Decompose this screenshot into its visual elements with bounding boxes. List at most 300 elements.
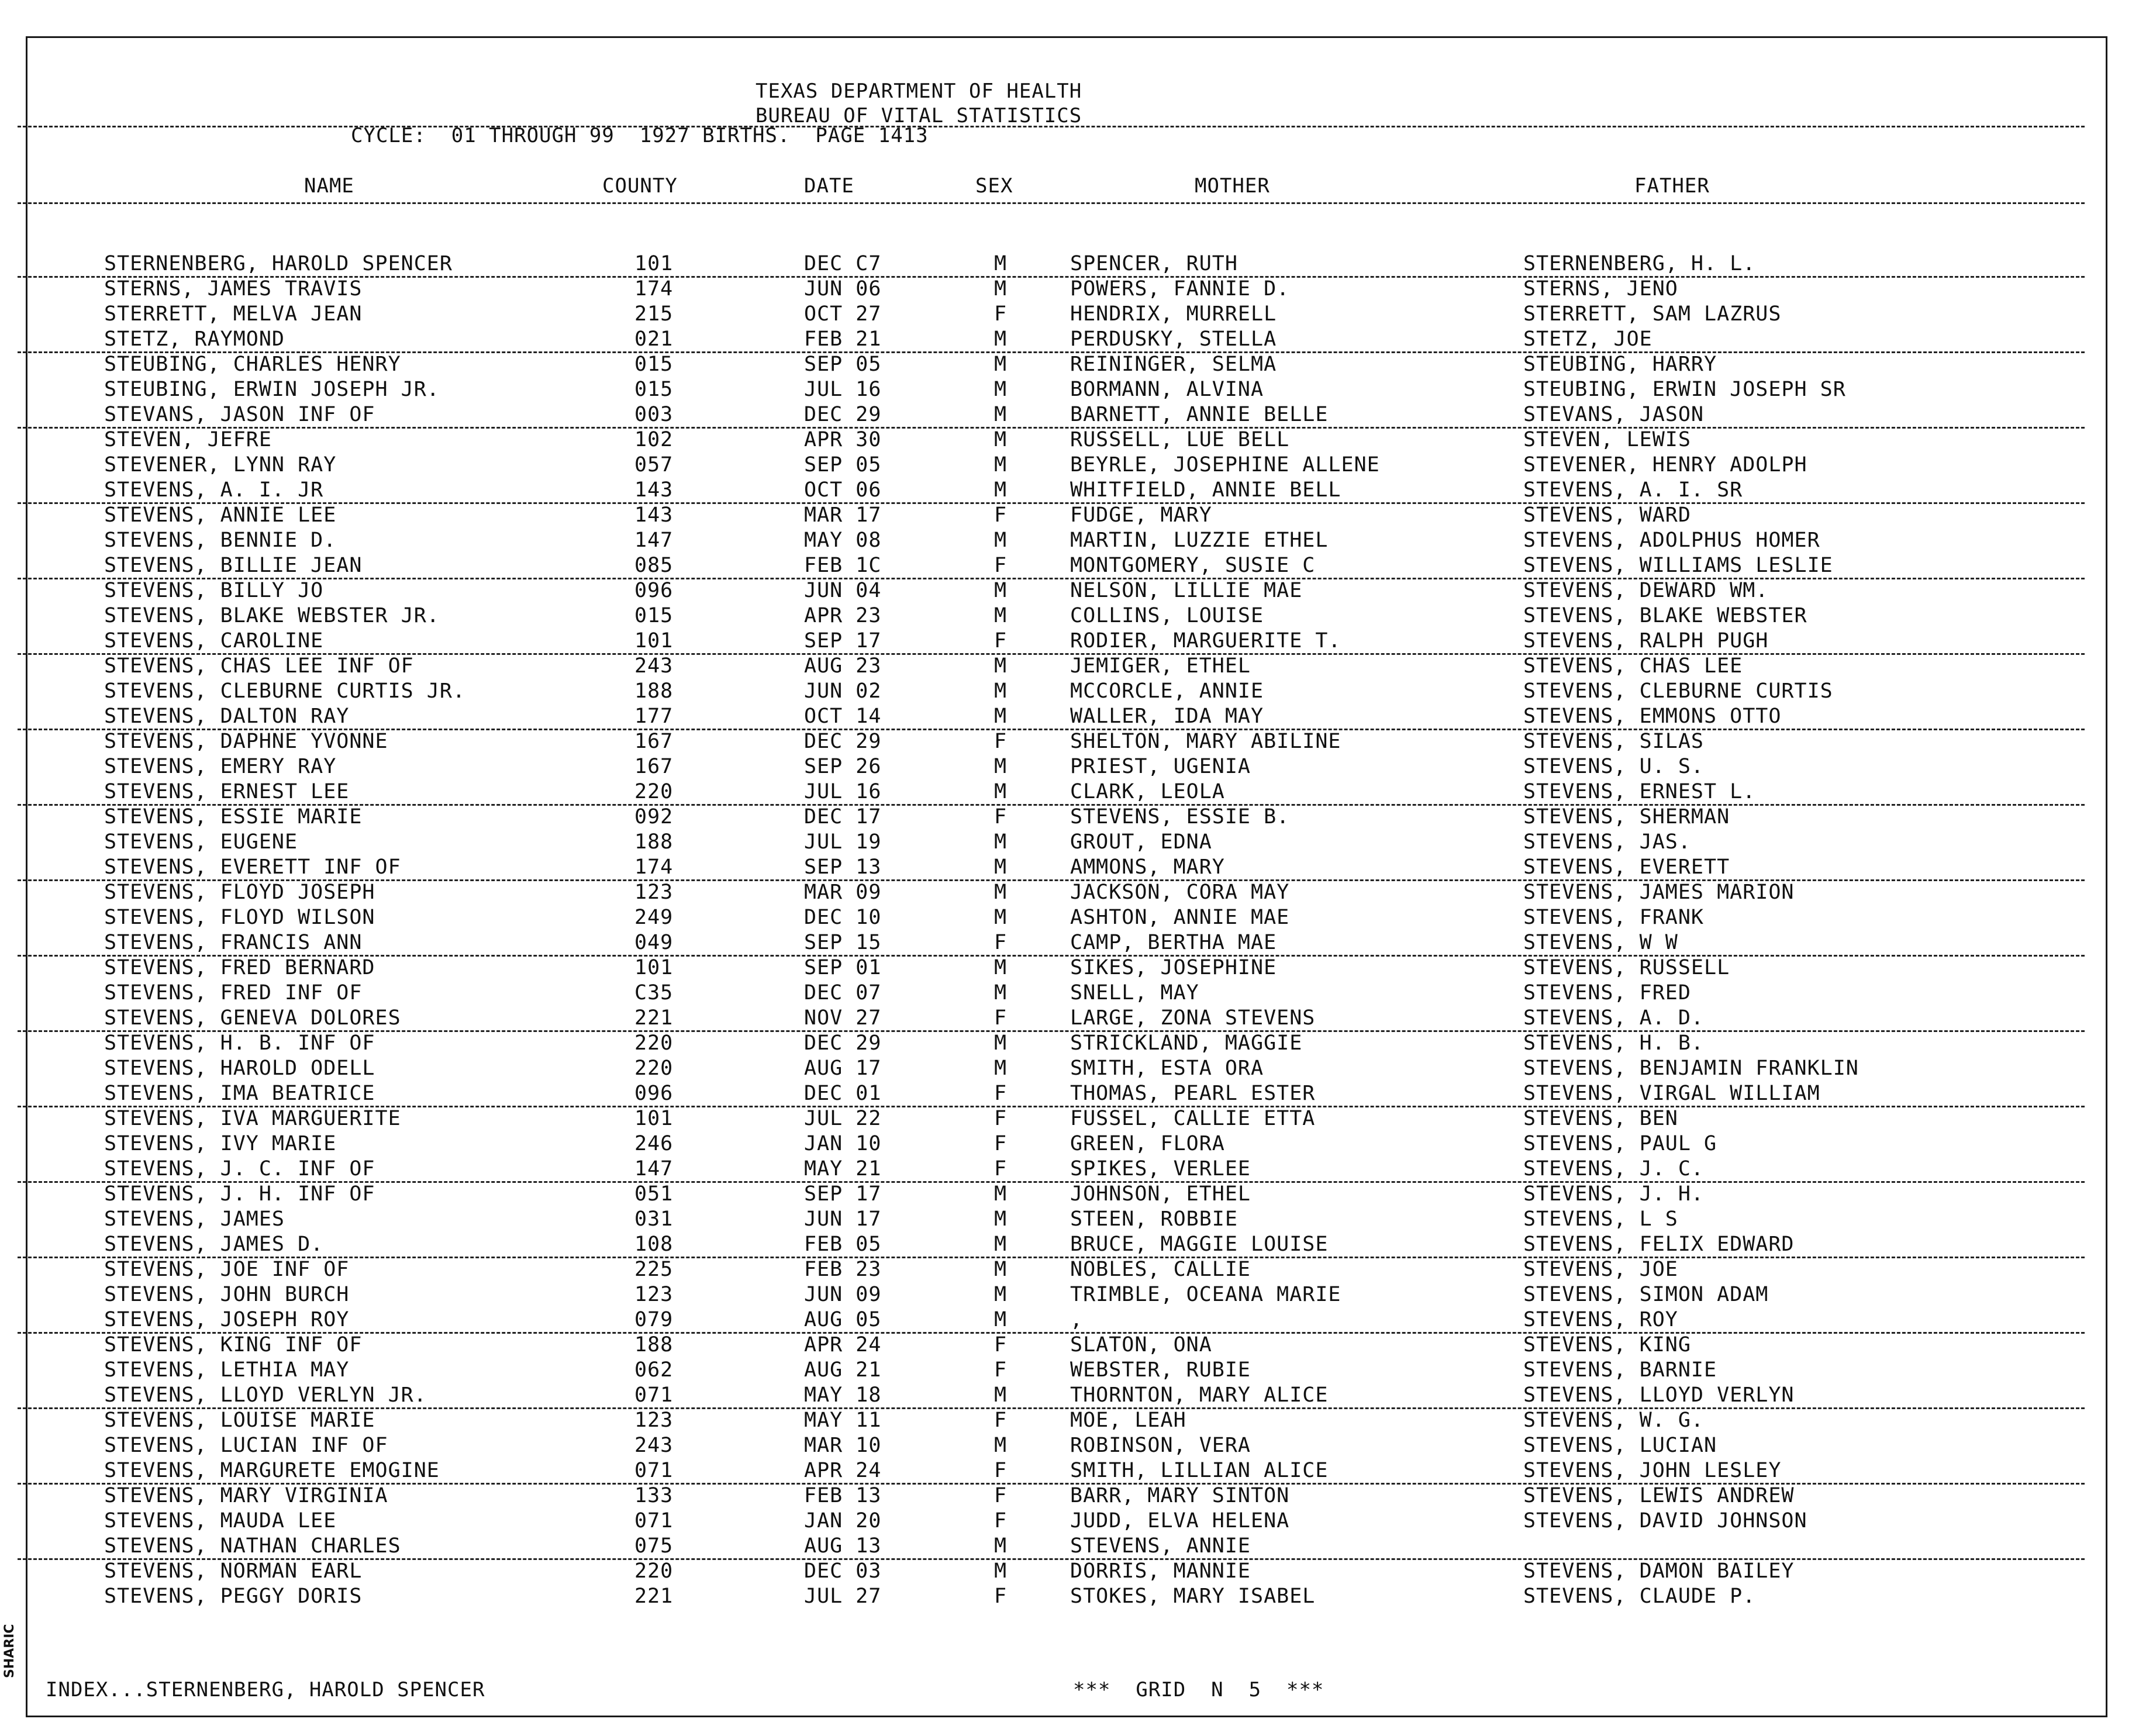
cell-mother: STEVENS, ANNIE: [1070, 1534, 1251, 1558]
cell-sex: M: [994, 428, 1008, 451]
cell-father: STERRETT, SAM LAZRUS: [1523, 302, 1782, 326]
cell-sex: F: [994, 302, 1008, 326]
cell-mother: BARR, MARY SINTON: [1070, 1484, 1290, 1507]
cell-mother: STOKES, MARY ISABEL: [1070, 1585, 1316, 1608]
table-row: [0, 1408, 2105, 1433]
cell-date: FEB 05: [804, 1233, 882, 1256]
cell-father: STEVENS, JOE: [1523, 1258, 1678, 1281]
cell-county: 108: [634, 1233, 674, 1256]
cell-name: STEVENS, H. B. INF OF: [104, 1031, 375, 1055]
cell-father: STEVENS, SHERMAN: [1523, 805, 1730, 829]
cell-father: STEVENS, CLEBURNE CURTIS: [1523, 679, 1833, 703]
cell-county: 167: [634, 730, 674, 753]
cell-county: 147: [634, 1157, 674, 1181]
cell-sex: F: [994, 1484, 1008, 1507]
table-row: [0, 251, 2105, 277]
cell-sex: F: [994, 1132, 1008, 1155]
cell-mother: JEMIGER, ETHEL: [1070, 654, 1251, 678]
cell-father: STEVENS, W. G.: [1523, 1409, 1705, 1432]
cell-sex: M: [994, 252, 1008, 275]
cell-father: STEVENS, EVERETT: [1523, 855, 1730, 879]
cell-father: STEVANS, JASON: [1523, 403, 1705, 426]
cell-date: DEC 03: [804, 1559, 882, 1583]
cell-county: 049: [634, 931, 674, 954]
cell-name: STEVENS, J. C. INF OF: [104, 1157, 375, 1181]
cell-sex: M: [994, 478, 1008, 502]
cell-name: STEUBING, ERWIN JOSEPH JR.: [104, 378, 440, 401]
cell-sex: F: [994, 503, 1008, 527]
cell-mother: AMMONS, MARY: [1070, 855, 1225, 879]
cell-mother: SPENCER, RUTH: [1070, 252, 1238, 275]
cell-mother: BRUCE, MAGGIE LOUISE: [1070, 1233, 1329, 1256]
cell-name: STEVENS, EMERY RAY: [104, 755, 337, 778]
cell-date: JUL 22: [804, 1107, 882, 1130]
table-row: [0, 830, 2105, 855]
cell-date: DEC 01: [804, 1082, 882, 1105]
cell-name: STEVENS, LETHIA MAY: [104, 1358, 350, 1382]
table-row: [0, 679, 2105, 704]
cell-name: STEVENS, FRANCIS ANN: [104, 931, 363, 954]
cell-mother: WHITFIELD, ANNIE BELL: [1070, 478, 1341, 502]
cell-mother: POWERS, FANNIE D.: [1070, 277, 1290, 301]
cell-sex: M: [994, 705, 1008, 728]
cell-father: STEVENS, ERNEST L.: [1523, 780, 1756, 803]
cell-father: STEVENS, L S: [1523, 1207, 1678, 1231]
cell-father: STEVENS, VIRGAL WILLIAM: [1523, 1082, 1820, 1105]
cell-father: STEVENS, J. C.: [1523, 1157, 1705, 1181]
table-row: [0, 1307, 2105, 1333]
cell-name: STEVENS, JAMES: [104, 1207, 285, 1231]
table-row: [0, 1358, 2105, 1383]
cell-date: SEP 05: [804, 353, 882, 376]
cell-sex: F: [994, 1333, 1008, 1357]
cell-mother: JUDD, ELVA HELENA: [1070, 1509, 1290, 1533]
cell-sex: F: [994, 1459, 1008, 1482]
cell-sex: F: [994, 1409, 1008, 1432]
cell-mother: SMITH, ESTA ORA: [1070, 1057, 1264, 1080]
cell-name: STETZ, RAYMOND: [104, 327, 285, 351]
cell-date: SEP 13: [804, 855, 882, 879]
cell-name: STEVENS, ERNEST LEE: [104, 780, 350, 803]
cell-county: 071: [634, 1509, 674, 1533]
cell-name: STEVENS, KING INF OF: [104, 1333, 363, 1357]
table-row: [0, 955, 2105, 981]
cell-county: 246: [634, 1132, 674, 1155]
cell-father: STEVENS, JAS.: [1523, 830, 1691, 854]
cell-sex: F: [994, 1509, 1008, 1533]
cell-name: STEVENS, BILLIE JEAN: [104, 554, 363, 577]
cell-mother: TRIMBLE, OCEANA MARIE: [1070, 1283, 1341, 1306]
column-name: NAME: [304, 174, 354, 198]
cell-name: STEVENS, A. I. JR: [104, 478, 324, 502]
footer-grid: *** GRID N 5 ***: [1073, 1678, 1324, 1702]
cell-sex: F: [994, 1358, 1008, 1382]
header-cycle: CYCLE: 01 THROUGH 99 1927 BIRTHS. PAGE 1413: [351, 124, 929, 147]
cell-sex: F: [994, 931, 1008, 954]
cell-county: 101: [634, 629, 674, 653]
cell-name: STEVENS, MAUDA LEE: [104, 1509, 337, 1533]
cell-date: APR 24: [804, 1459, 882, 1482]
cell-mother: STEEN, ROBBIE: [1070, 1207, 1238, 1231]
table-row: [0, 805, 2105, 830]
table-row: [0, 1534, 2105, 1559]
cell-sex: M: [994, 453, 1008, 477]
cell-mother: WEBSTER, RUBIE: [1070, 1358, 1251, 1382]
cell-sex: M: [994, 1534, 1008, 1558]
cell-date: JUN 04: [804, 579, 882, 602]
cell-father: STEVENS, BEN: [1523, 1107, 1678, 1130]
cell-name: STEVENS, IMA BEATRICE: [104, 1082, 375, 1105]
cell-name: STEVENS, ANNIE LEE: [104, 503, 337, 527]
cell-date: SEP 01: [804, 956, 882, 979]
cell-date: MAR 09: [804, 881, 882, 904]
cell-father: STEUBING, HARRY: [1523, 353, 1717, 376]
cell-father: STEUBING, ERWIN JOSEPH SR: [1523, 378, 1846, 401]
cell-father: STEVENS, DAVID JOHNSON: [1523, 1509, 1807, 1533]
cell-mother: HENDRIX, MURRELL: [1070, 302, 1277, 326]
cell-father: STEVENS, ADOLPHUS HOMER: [1523, 529, 1820, 552]
cell-sex: M: [994, 1383, 1008, 1407]
cell-county: 071: [634, 1383, 674, 1407]
cell-name: STEVENS, LUCIAN INF OF: [104, 1434, 388, 1457]
cell-name: STEVENS, NORMAN EARL: [104, 1559, 363, 1583]
cell-sex: M: [994, 1233, 1008, 1256]
cell-name: STEVENS, J. H. INF OF: [104, 1182, 375, 1206]
cell-name: STEVENS, FRED INF OF: [104, 981, 363, 1005]
cell-name: STEVENS, CLEBURNE CURTIS JR.: [104, 679, 466, 703]
table-row: [0, 1157, 2105, 1182]
cell-county: 243: [634, 1434, 674, 1457]
cell-sex: F: [994, 805, 1008, 829]
cell-date: SEP 17: [804, 1182, 882, 1206]
cell-father: STEVEN, LEWIS: [1523, 428, 1691, 451]
table-row: [0, 528, 2105, 553]
cell-mother: GREEN, FLORA: [1070, 1132, 1225, 1155]
table-row: [0, 754, 2105, 779]
cell-date: DEC 29: [804, 403, 882, 426]
table-row: [0, 855, 2105, 880]
cell-mother: BARNETT, ANNIE BELLE: [1070, 403, 1329, 426]
cell-father: STEVENS, H. B.: [1523, 1031, 1705, 1055]
cell-date: FEB 23: [804, 1258, 882, 1281]
cell-county: 021: [634, 327, 674, 351]
cell-name: STEVENS, LLOYD VERLYN JR.: [104, 1383, 427, 1407]
cell-county: 215: [634, 302, 674, 326]
table-row: [0, 453, 2105, 478]
cell-father: STEVENS, PAUL G: [1523, 1132, 1717, 1155]
cell-date: MAY 21: [804, 1157, 882, 1181]
cell-date: SEP 26: [804, 755, 882, 778]
cell-father: STEVENS, DEWARD WM.: [1523, 579, 1769, 602]
cell-name: STERRETT, MELVA JEAN: [104, 302, 363, 326]
cell-county: 188: [634, 679, 674, 703]
cell-mother: ,: [1070, 1308, 1084, 1331]
cell-name: STEVENS, JOHN BURCH: [104, 1283, 350, 1306]
cell-sex: F: [994, 1585, 1008, 1608]
cell-name: STEVENS, IVY MARIE: [104, 1132, 337, 1155]
table-row: [0, 1383, 2105, 1408]
column-sex: SEX: [975, 174, 1013, 198]
table-row: [0, 578, 2105, 603]
cell-date: AUG 21: [804, 1358, 882, 1382]
cell-father: STEVENS, SIMON ADAM: [1523, 1283, 1769, 1306]
cell-county: 188: [634, 1333, 674, 1357]
cell-name: STEVANS, JASON INF OF: [104, 403, 375, 426]
cell-father: STEVENS, RALPH PUGH: [1523, 629, 1769, 653]
cell-date: JUL 16: [804, 378, 882, 401]
cell-date: AUG 13: [804, 1534, 882, 1558]
table-row: [0, 327, 2105, 352]
cell-name: STEVENS, MARY VIRGINIA: [104, 1484, 388, 1507]
cell-county: 085: [634, 554, 674, 577]
cell-date: AUG 05: [804, 1308, 882, 1331]
cell-sex: M: [994, 604, 1008, 627]
cell-sex: M: [994, 780, 1008, 803]
table-row: [0, 352, 2105, 377]
cell-name: STEVENS, GENEVA DOLORES: [104, 1006, 401, 1030]
cell-father: STEVENS, BENJAMIN FRANKLIN: [1523, 1057, 1859, 1080]
cell-county: 015: [634, 378, 674, 401]
cell-sex: M: [994, 1559, 1008, 1583]
cell-name: STEVENS, BLAKE WEBSTER JR.: [104, 604, 440, 627]
table-row: [0, 629, 2105, 654]
cell-father: STERNENBERG, H. L.: [1523, 252, 1756, 275]
cell-county: 015: [634, 604, 674, 627]
cell-county: 167: [634, 755, 674, 778]
table-row: [0, 1559, 2105, 1584]
table-row: [0, 654, 2105, 679]
cell-father: STEVENS, JOHN LESLEY: [1523, 1459, 1782, 1482]
cell-date: SEP 15: [804, 931, 882, 954]
cell-name: STEVENS, NATHAN CHARLES: [104, 1534, 401, 1558]
cell-date: JUL 27: [804, 1585, 882, 1608]
cell-county: 102: [634, 428, 674, 451]
cell-sex: F: [994, 730, 1008, 753]
cell-father: STEVENS, LLOYD VERLYN: [1523, 1383, 1795, 1407]
cell-name: STEVENS, BENNIE D.: [104, 529, 337, 552]
cell-county: 123: [634, 1409, 674, 1432]
cell-county: 220: [634, 780, 674, 803]
cell-mother: FUDGE, MARY: [1070, 503, 1212, 527]
table-row: [0, 277, 2105, 302]
cell-county: 079: [634, 1308, 674, 1331]
cell-date: JUN 06: [804, 277, 882, 301]
cell-date: DEC 17: [804, 805, 882, 829]
cell-mother: THORNTON, MARY ALICE: [1070, 1383, 1329, 1407]
cell-name: STEVENS, FRED BERNARD: [104, 956, 375, 979]
cell-date: APR 23: [804, 604, 882, 627]
cell-date: FEB 21: [804, 327, 882, 351]
table-row: [0, 1106, 2105, 1131]
cell-mother: MARTIN, LUZZIE ETHEL: [1070, 529, 1329, 552]
cell-sex: M: [994, 327, 1008, 351]
cell-sex: F: [994, 554, 1008, 577]
cell-county: 123: [634, 881, 674, 904]
table-row: [0, 779, 2105, 805]
cell-sex: M: [994, 679, 1008, 703]
cell-county: 220: [634, 1559, 674, 1583]
cell-date: SEP 17: [804, 629, 882, 653]
cell-mother: MONTGOMERY, SUSIE C: [1070, 554, 1316, 577]
cell-name: STEVENS, LOUISE MARIE: [104, 1409, 375, 1432]
table-row: [0, 553, 2105, 578]
cell-sex: M: [994, 855, 1008, 879]
cell-sex: M: [994, 906, 1008, 929]
table-row: [0, 729, 2105, 754]
cell-mother: STEVENS, ESSIE B.: [1070, 805, 1290, 829]
cell-sex: F: [994, 1107, 1008, 1130]
cell-date: OCT 06: [804, 478, 882, 502]
cell-date: JUL 19: [804, 830, 882, 854]
cell-county: 101: [634, 1107, 674, 1130]
cell-date: DEC 10: [804, 906, 882, 929]
cell-date: FEB 1C: [804, 554, 882, 577]
cell-date: AUG 23: [804, 654, 882, 678]
cell-county: 133: [634, 1484, 674, 1507]
cell-county: 188: [634, 830, 674, 854]
cell-name: STERNS, JAMES TRAVIS: [104, 277, 363, 301]
cell-date: JAN 10: [804, 1132, 882, 1155]
column-date: DATE: [804, 174, 854, 198]
cell-mother: WALLER, IDA MAY: [1070, 705, 1264, 728]
cell-county: C35: [634, 981, 674, 1005]
cell-date: SEP 05: [804, 453, 882, 477]
cell-county: 101: [634, 956, 674, 979]
side-mark: SHARIC: [2, 1624, 17, 1678]
cell-father: STEVENS, U. S.: [1523, 755, 1705, 778]
cell-mother: LARGE, ZONA STEVENS: [1070, 1006, 1316, 1030]
cell-county: 096: [634, 1082, 674, 1105]
cell-mother: BEYRLE, JOSEPHINE ALLENE: [1070, 453, 1380, 477]
cell-date: DEC 29: [804, 1031, 882, 1055]
table-row: [0, 302, 2105, 327]
cell-father: STEVENS, JAMES MARION: [1523, 881, 1795, 904]
cell-sex: F: [994, 1082, 1008, 1105]
cell-mother: CAMP, BERTHA MAE: [1070, 931, 1277, 954]
cell-sex: M: [994, 1057, 1008, 1080]
cell-name: STEVENS, CAROLINE: [104, 629, 324, 653]
cell-name: STEVENS, HAROLD ODELL: [104, 1057, 375, 1080]
cell-county: 220: [634, 1031, 674, 1055]
table-row: [0, 880, 2105, 905]
cell-date: JUN 02: [804, 679, 882, 703]
cell-name: STEUBING, CHARLES HENRY: [104, 353, 401, 376]
cell-date: MAY 18: [804, 1383, 882, 1407]
cell-sex: F: [994, 1006, 1008, 1030]
table-row: [0, 503, 2105, 528]
cell-mother: THOMAS, PEARL ESTER: [1070, 1082, 1316, 1105]
cell-mother: ROBINSON, VERA: [1070, 1434, 1251, 1457]
cell-sex: M: [994, 529, 1008, 552]
cell-date: NOV 27: [804, 1006, 882, 1030]
cell-date: OCT 14: [804, 705, 882, 728]
cell-sex: F: [994, 629, 1008, 653]
cell-county: 062: [634, 1358, 674, 1382]
cell-name: STEVENS, IVA MARGUERITE: [104, 1107, 401, 1130]
cell-date: MAY 08: [804, 529, 882, 552]
cell-name: STEVENS, BILLY JO: [104, 579, 324, 602]
table-row: [0, 1006, 2105, 1031]
cell-date: MAR 10: [804, 1434, 882, 1457]
table-row: [0, 402, 2105, 427]
table-row: [0, 1433, 2105, 1458]
table-row: [0, 930, 2105, 955]
cell-sex: M: [994, 353, 1008, 376]
table-row: [0, 704, 2105, 729]
cell-county: 174: [634, 855, 674, 879]
table-row: [0, 1333, 2105, 1358]
cell-father: STEVENS, SILAS: [1523, 730, 1705, 753]
cell-name: STEVENER, LYNN RAY: [104, 453, 337, 477]
cell-date: DEC C7: [804, 252, 882, 275]
cell-mother: JACKSON, CORA MAY: [1070, 881, 1290, 904]
table-row: [0, 478, 2105, 503]
cell-father: STERNS, JENO: [1523, 277, 1678, 301]
cell-name: STEVENS, FLOYD WILSON: [104, 906, 375, 929]
cell-father: STEVENS, FRED: [1523, 981, 1691, 1005]
cell-sex: M: [994, 654, 1008, 678]
cell-date: DEC 07: [804, 981, 882, 1005]
cell-date: DEC 29: [804, 730, 882, 753]
cell-sex: F: [994, 1157, 1008, 1181]
cell-father: STEVENS, FELIX EDWARD: [1523, 1233, 1795, 1256]
cell-name: STEVENS, DALTON RAY: [104, 705, 350, 728]
cell-sex: M: [994, 378, 1008, 401]
cell-father: STEVENS, WILLIAMS LESLIE: [1523, 554, 1833, 577]
cell-father: STEVENS, RUSSELL: [1523, 956, 1730, 979]
cell-county: 147: [634, 529, 674, 552]
cell-date: OCT 27: [804, 302, 882, 326]
cell-father: STEVENS, A. D.: [1523, 1006, 1705, 1030]
cell-county: 051: [634, 1182, 674, 1206]
cell-father: STEVENS, WARD: [1523, 503, 1691, 527]
cell-mother: SLATON, ONA: [1070, 1333, 1212, 1357]
cell-county: 123: [634, 1283, 674, 1306]
table-row: [0, 1182, 2105, 1207]
cell-county: 221: [634, 1585, 674, 1608]
cell-date: AUG 17: [804, 1057, 882, 1080]
cell-date: APR 30: [804, 428, 882, 451]
cell-name: STEVENS, CHAS LEE INF OF: [104, 654, 414, 678]
cell-county: 221: [634, 1006, 674, 1030]
table-row: [0, 427, 2105, 453]
cell-father: STEVENS, BARNIE: [1523, 1358, 1717, 1382]
cell-county: 220: [634, 1057, 674, 1080]
cell-sex: M: [994, 1207, 1008, 1231]
cell-mother: NELSON, LILLIE MAE: [1070, 579, 1303, 602]
cell-county: 249: [634, 906, 674, 929]
header-line2: BUREAU OF VITAL STATISTICS: [755, 104, 1082, 127]
table-row: [0, 1131, 2105, 1157]
cell-mother: MOE, LEAH: [1070, 1409, 1186, 1432]
table-row: [0, 1232, 2105, 1257]
cell-name: STEVENS, JOSEPH ROY: [104, 1308, 350, 1331]
cell-sex: M: [994, 1258, 1008, 1281]
cell-mother: CLARK, LEOLA: [1070, 780, 1225, 803]
table-row: [0, 1509, 2105, 1534]
cell-mother: SMITH, LILLIAN ALICE: [1070, 1459, 1329, 1482]
cell-mother: SNELL, MAY: [1070, 981, 1199, 1005]
cell-sex: M: [994, 403, 1008, 426]
cell-county: 143: [634, 478, 674, 502]
cell-county: 057: [634, 453, 674, 477]
cell-sex: M: [994, 755, 1008, 778]
cell-mother: GROUT, EDNA: [1070, 830, 1212, 854]
cell-sex: M: [994, 1283, 1008, 1306]
table-row: [0, 1458, 2105, 1483]
cell-father: STEVENS, DAMON BAILEY: [1523, 1559, 1795, 1583]
cell-date: JUN 17: [804, 1207, 882, 1231]
